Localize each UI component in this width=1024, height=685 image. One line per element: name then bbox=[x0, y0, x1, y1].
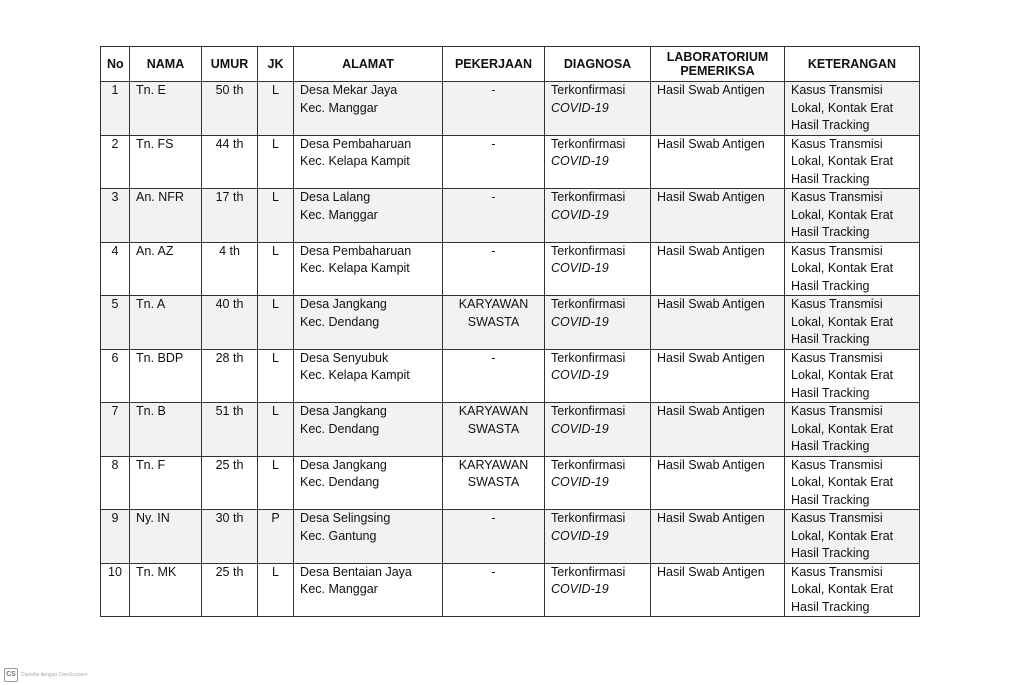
cell-diagnosa bbox=[545, 82, 651, 136]
cell-nama bbox=[130, 563, 202, 617]
note-line2: Lokal, Kontak Erat bbox=[791, 528, 894, 543]
note-line1: Kasus Transmisi bbox=[791, 83, 883, 97]
address-district: Kec. Gantung bbox=[300, 528, 377, 543]
cell-laboratorium bbox=[651, 296, 785, 350]
address-village: Desa Jangkang bbox=[300, 457, 387, 472]
patient-age: 25 th bbox=[215, 564, 244, 579]
lab-result: Hasil Swab Antigen bbox=[657, 136, 765, 151]
patient-sex: L bbox=[272, 404, 279, 418]
occupation-line2: SWASTA bbox=[467, 421, 520, 436]
address-village: Desa Pembaharuan bbox=[300, 136, 412, 151]
cell-diagnosa bbox=[545, 296, 651, 350]
diagnosis-disease: COVID-19 bbox=[551, 368, 609, 382]
note-line1: Kasus Transmisi bbox=[791, 190, 883, 204]
address-village: Desa Selingsing bbox=[300, 511, 391, 525]
note-line1: Kasus Transmisi bbox=[791, 350, 883, 365]
diagnosis-status: Terkonfirmasi bbox=[551, 243, 626, 258]
diagnosis-status: Terkonfirmasi bbox=[551, 457, 626, 472]
cell-no bbox=[101, 349, 130, 403]
cell-nama bbox=[130, 456, 202, 510]
address-district: Kec. Manggar bbox=[300, 582, 378, 596]
address-village: Desa Lalang bbox=[300, 190, 371, 204]
row-number: 3 bbox=[111, 190, 119, 204]
table-row bbox=[101, 563, 920, 617]
note-line1: Kasus Transmisi bbox=[791, 243, 883, 258]
note-line1: Kasus Transmisi bbox=[791, 511, 883, 525]
table-row bbox=[101, 349, 920, 403]
cell-alamat bbox=[294, 349, 443, 403]
patient-name: An. NFR bbox=[136, 190, 184, 204]
covid-case-table bbox=[100, 46, 920, 617]
cell-umur bbox=[202, 242, 258, 296]
patient-sex: L bbox=[272, 83, 279, 97]
cell-no bbox=[101, 189, 130, 243]
lab-result: Hasil Swab Antigen bbox=[657, 564, 765, 579]
patient-name: Tn. BDP bbox=[136, 350, 184, 365]
lab-result: Hasil Swab Antigen bbox=[657, 297, 765, 311]
cell-laboratorium bbox=[651, 510, 785, 564]
cell-nama bbox=[130, 296, 202, 350]
diagnosis-disease: COVID-19 bbox=[551, 528, 609, 543]
cell-diagnosa bbox=[545, 456, 651, 510]
cell-laboratorium bbox=[651, 403, 785, 457]
cell-pekerjaan bbox=[443, 296, 545, 350]
cell-keterangan bbox=[785, 456, 920, 510]
address-district: Kec. Manggar bbox=[300, 100, 378, 115]
cell-jk bbox=[258, 189, 294, 243]
patient-name: Tn. A bbox=[136, 297, 166, 311]
diagnosis-disease: COVID-19 bbox=[551, 582, 609, 596]
camscanner-logo-icon: CS bbox=[4, 668, 18, 682]
cell-pekerjaan bbox=[443, 242, 545, 296]
table-row bbox=[101, 456, 920, 510]
diagnosis-disease: COVID-19 bbox=[551, 475, 609, 489]
note-line3: Hasil Tracking bbox=[791, 225, 870, 239]
patient-age: 44 th bbox=[215, 136, 244, 151]
row-number: 9 bbox=[111, 511, 119, 525]
table-row bbox=[101, 82, 920, 136]
occupation-line1: - bbox=[491, 350, 496, 365]
patient-sex: P bbox=[271, 511, 280, 525]
note-line2: Lokal, Kontak Erat bbox=[791, 582, 894, 596]
camscanner-watermark bbox=[4, 668, 88, 682]
note-line2: Lokal, Kontak Erat bbox=[791, 207, 894, 222]
patient-age: 50 th bbox=[215, 83, 244, 97]
table-row bbox=[101, 242, 920, 296]
note-line3: Hasil Tracking bbox=[791, 439, 870, 453]
address-district: Kec. Kelapa Kampit bbox=[300, 368, 410, 382]
address-district: Kec. Dendang bbox=[300, 314, 380, 329]
cell-umur bbox=[202, 510, 258, 564]
patient-name: An. AZ bbox=[136, 243, 174, 258]
cell-umur bbox=[202, 135, 258, 189]
cell-pekerjaan bbox=[443, 510, 545, 564]
patient-name: Tn. B bbox=[136, 404, 166, 418]
lab-result: Hasil Swab Antigen bbox=[657, 83, 765, 97]
address-village: Desa Jangkang bbox=[300, 404, 387, 418]
header-no: No bbox=[101, 47, 130, 82]
cell-keterangan bbox=[785, 82, 920, 136]
occupation-line1: KARYAWAN bbox=[458, 457, 529, 472]
cell-umur bbox=[202, 189, 258, 243]
cell-diagnosa bbox=[545, 510, 651, 564]
cell-no bbox=[101, 456, 130, 510]
cell-no bbox=[101, 296, 130, 350]
cell-umur bbox=[202, 349, 258, 403]
header-nama: NAMA bbox=[130, 47, 202, 82]
occupation-line1: - bbox=[491, 83, 496, 97]
note-line2: Lokal, Kontak Erat bbox=[791, 421, 894, 436]
cell-diagnosa bbox=[545, 242, 651, 296]
lab-result: Hasil Swab Antigen bbox=[657, 243, 765, 258]
note-line2: Lokal, Kontak Erat bbox=[791, 314, 894, 329]
patient-sex: L bbox=[272, 243, 279, 258]
note-line3: Hasil Tracking bbox=[791, 278, 870, 293]
cell-jk bbox=[258, 563, 294, 617]
patient-age: 17 th bbox=[215, 190, 244, 204]
note-line2: Lokal, Kontak Erat bbox=[791, 475, 894, 489]
cell-no bbox=[101, 135, 130, 189]
cell-diagnosa bbox=[545, 403, 651, 457]
row-number: 1 bbox=[111, 83, 119, 97]
occupation-line1: KARYAWAN bbox=[458, 404, 529, 418]
cell-jk bbox=[258, 135, 294, 189]
note-line3: Hasil Tracking bbox=[791, 171, 870, 186]
patient-name: Tn. E bbox=[136, 83, 166, 97]
cell-jk bbox=[258, 510, 294, 564]
cell-keterangan bbox=[785, 563, 920, 617]
row-number: 10 bbox=[108, 564, 122, 579]
diagnosis-status: Terkonfirmasi bbox=[551, 350, 626, 365]
diagnosis-disease: COVID-19 bbox=[551, 100, 609, 115]
cell-alamat bbox=[294, 189, 443, 243]
diagnosis-disease: COVID-19 bbox=[551, 154, 609, 168]
cell-umur bbox=[202, 82, 258, 136]
cell-jk bbox=[258, 456, 294, 510]
diagnosis-disease: COVID-19 bbox=[551, 314, 609, 329]
note-line2: Lokal, Kontak Erat bbox=[791, 368, 894, 382]
diagnosis-status: Terkonfirmasi bbox=[551, 83, 626, 97]
occupation-line1: - bbox=[491, 190, 496, 204]
note-line1: Kasus Transmisi bbox=[791, 564, 883, 579]
row-number: 4 bbox=[111, 243, 119, 258]
header-laboratorium: LABORATORIUM PEMERIKSA bbox=[651, 47, 785, 82]
lab-result: Hasil Swab Antigen bbox=[657, 404, 765, 418]
note-line3: Hasil Tracking bbox=[791, 332, 870, 346]
address-district: Kec. Dendang bbox=[300, 421, 380, 436]
address-village: Desa Mekar Jaya bbox=[300, 83, 398, 97]
note-line1: Kasus Transmisi bbox=[791, 136, 883, 151]
table-row bbox=[101, 403, 920, 457]
cell-pekerjaan bbox=[443, 456, 545, 510]
cell-no bbox=[101, 242, 130, 296]
note-line1: Kasus Transmisi bbox=[791, 404, 883, 418]
address-district: Kec. Manggar bbox=[300, 207, 378, 222]
occupation-line1: - bbox=[491, 136, 496, 151]
patient-age: 51 th bbox=[215, 404, 244, 418]
cell-nama bbox=[130, 135, 202, 189]
patient-sex: L bbox=[272, 297, 279, 311]
cell-pekerjaan bbox=[443, 349, 545, 403]
cell-umur bbox=[202, 403, 258, 457]
patient-age: 25 th bbox=[215, 457, 244, 472]
patient-age: 28 th bbox=[215, 350, 244, 365]
address-district: Kec. Kelapa Kampit bbox=[300, 261, 410, 275]
patient-name: Ny. IN bbox=[136, 511, 170, 525]
cell-laboratorium bbox=[651, 189, 785, 243]
cell-pekerjaan bbox=[443, 82, 545, 136]
cell-keterangan bbox=[785, 242, 920, 296]
cell-no bbox=[101, 510, 130, 564]
cell-laboratorium bbox=[651, 563, 785, 617]
cell-alamat bbox=[294, 242, 443, 296]
cell-keterangan bbox=[785, 135, 920, 189]
patient-sex: L bbox=[272, 136, 279, 151]
cell-keterangan bbox=[785, 510, 920, 564]
cell-laboratorium bbox=[651, 349, 785, 403]
lab-result: Hasil Swab Antigen bbox=[657, 190, 765, 204]
cell-nama bbox=[130, 349, 202, 403]
note-line2: Lokal, Kontak Erat bbox=[791, 100, 894, 115]
address-district: Kec. Kelapa Kampit bbox=[300, 154, 410, 168]
occupation-line1: - bbox=[491, 564, 496, 579]
diagnosis-status: Terkonfirmasi bbox=[551, 297, 626, 311]
cell-diagnosa bbox=[545, 563, 651, 617]
diagnosis-status: Terkonfirmasi bbox=[551, 190, 626, 204]
cell-nama bbox=[130, 403, 202, 457]
address-village: Desa Senyubuk bbox=[300, 350, 389, 365]
cell-laboratorium bbox=[651, 82, 785, 136]
lab-result: Hasil Swab Antigen bbox=[657, 350, 765, 365]
note-line3: Hasil Tracking bbox=[791, 546, 870, 560]
cell-umur bbox=[202, 296, 258, 350]
cell-alamat bbox=[294, 403, 443, 457]
note-line3: Hasil Tracking bbox=[791, 118, 870, 132]
table-header-row bbox=[101, 47, 920, 82]
row-number: 6 bbox=[111, 350, 119, 365]
cell-nama bbox=[130, 82, 202, 136]
cell-no bbox=[101, 82, 130, 136]
lab-result: Hasil Swab Antigen bbox=[657, 511, 765, 525]
diagnosis-status: Terkonfirmasi bbox=[551, 511, 626, 525]
cell-keterangan bbox=[785, 189, 920, 243]
cell-umur bbox=[202, 563, 258, 617]
lab-result: Hasil Swab Antigen bbox=[657, 457, 765, 472]
cell-keterangan bbox=[785, 403, 920, 457]
cell-alamat bbox=[294, 563, 443, 617]
patient-age: 30 th bbox=[215, 511, 244, 525]
occupation-line1: KARYAWAN bbox=[458, 297, 529, 311]
patient-sex: L bbox=[272, 457, 279, 472]
header-umur: UMUR bbox=[202, 47, 258, 82]
cell-jk bbox=[258, 242, 294, 296]
table-row bbox=[101, 510, 920, 564]
address-village: Desa Jangkang bbox=[300, 297, 387, 311]
diagnosis-disease: COVID-19 bbox=[551, 421, 609, 436]
patient-age: 40 th bbox=[215, 297, 244, 311]
cell-nama bbox=[130, 189, 202, 243]
cell-jk bbox=[258, 403, 294, 457]
cell-umur bbox=[202, 456, 258, 510]
occupation-line1: - bbox=[491, 511, 496, 525]
cell-jk bbox=[258, 82, 294, 136]
note-line1: Kasus Transmisi bbox=[791, 457, 883, 472]
patient-name: Tn. MK bbox=[136, 564, 177, 579]
cell-alamat bbox=[294, 82, 443, 136]
table-row bbox=[101, 296, 920, 350]
cell-alamat bbox=[294, 456, 443, 510]
row-number: 2 bbox=[111, 136, 119, 151]
header-diagnosa: DIAGNOSA bbox=[545, 47, 651, 82]
header-alamat: ALAMAT bbox=[294, 47, 443, 82]
cell-laboratorium bbox=[651, 456, 785, 510]
patient-name: Tn. FS bbox=[136, 136, 174, 151]
diagnosis-status: Terkonfirmasi bbox=[551, 136, 626, 151]
patient-sex: L bbox=[272, 190, 279, 204]
note-line3: Hasil Tracking bbox=[791, 492, 870, 507]
table-row bbox=[101, 135, 920, 189]
row-number: 8 bbox=[111, 457, 119, 472]
cell-pekerjaan bbox=[443, 135, 545, 189]
patient-sex: L bbox=[272, 564, 279, 579]
row-number: 5 bbox=[111, 297, 119, 311]
cell-alamat bbox=[294, 510, 443, 564]
note-line2: Lokal, Kontak Erat bbox=[791, 261, 894, 275]
cell-keterangan bbox=[785, 296, 920, 350]
patient-sex: L bbox=[272, 350, 279, 365]
cell-laboratorium bbox=[651, 135, 785, 189]
cell-diagnosa bbox=[545, 189, 651, 243]
address-village: Desa Pembaharuan bbox=[300, 243, 412, 258]
diagnosis-disease: COVID-19 bbox=[551, 207, 609, 222]
cell-jk bbox=[258, 296, 294, 350]
address-district: Kec. Dendang bbox=[300, 475, 380, 489]
row-number: 7 bbox=[111, 404, 119, 418]
watermark-text: Dipindai dengan CamScanner bbox=[21, 672, 88, 678]
cell-nama bbox=[130, 242, 202, 296]
cell-no bbox=[101, 403, 130, 457]
note-line3: Hasil Tracking bbox=[791, 599, 870, 614]
occupation-line2: SWASTA bbox=[467, 314, 520, 329]
diagnosis-disease: COVID-19 bbox=[551, 261, 609, 275]
diagnosis-status: Terkonfirmasi bbox=[551, 404, 626, 418]
occupation-line1: - bbox=[491, 243, 496, 258]
address-village: Desa Bentaian Jaya bbox=[300, 564, 412, 579]
note-line1: Kasus Transmisi bbox=[791, 297, 883, 311]
note-line3: Hasil Tracking bbox=[791, 385, 870, 400]
cell-jk bbox=[258, 349, 294, 403]
cell-pekerjaan bbox=[443, 403, 545, 457]
patient-age: 4 th bbox=[219, 243, 240, 258]
cell-pekerjaan bbox=[443, 189, 545, 243]
cell-no bbox=[101, 563, 130, 617]
cell-pekerjaan bbox=[443, 563, 545, 617]
cell-alamat bbox=[294, 135, 443, 189]
cell-diagnosa bbox=[545, 349, 651, 403]
note-line2: Lokal, Kontak Erat bbox=[791, 154, 894, 168]
cell-diagnosa bbox=[545, 135, 651, 189]
cell-laboratorium bbox=[651, 242, 785, 296]
diagnosis-status: Terkonfirmasi bbox=[551, 564, 626, 579]
header-jk: JK bbox=[258, 47, 294, 82]
patient-name: Tn. F bbox=[136, 457, 166, 472]
header-keterangan: KETERANGAN bbox=[785, 47, 920, 82]
cell-nama bbox=[130, 510, 202, 564]
header-pekerjaan: PEKERJAAN bbox=[443, 47, 545, 82]
cell-alamat bbox=[294, 296, 443, 350]
table-row bbox=[101, 189, 920, 243]
occupation-line2: SWASTA bbox=[467, 475, 520, 489]
cell-keterangan bbox=[785, 349, 920, 403]
